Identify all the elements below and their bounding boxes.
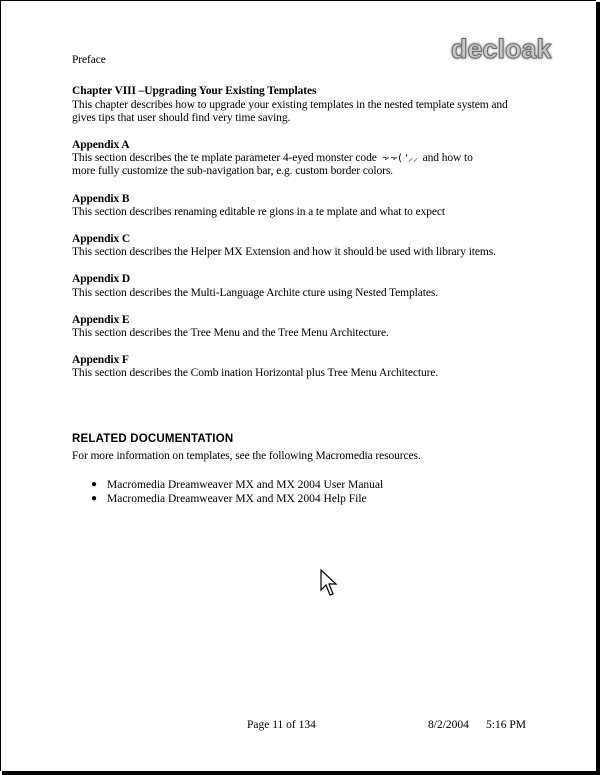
appendix-f-line-1: This section describes the Comb ination Horizontal plus Tree Menu Architecture. <box>72 367 439 379</box>
appendix-a-line-1-tail: and how to <box>422 152 473 164</box>
chapter-viii-line-1: This chapter describes how to upgrade your existing templates in the nested template system and <box>72 99 508 111</box>
mouse-pointer-icon <box>320 569 340 599</box>
running-header: Preface <box>72 54 106 66</box>
appendix-a-heading: Appendix A <box>72 139 130 151</box>
page-shadow-bottom <box>2 771 600 775</box>
appendix-b-heading: Appendix B <box>72 193 130 205</box>
decloak-watermark-logo: decloak <box>451 34 552 64</box>
related-resources-list <box>91 478 383 506</box>
appendix-e-heading: Appendix E <box>72 314 130 326</box>
monster-code-glyphs: ⸟⸟( ‘⸝⸝ <box>381 153 418 164</box>
page-shadow-right <box>596 2 600 775</box>
resource-user-manual: Macromedia Dreamweaver MX and MX 2004 User Manual <box>107 479 384 491</box>
appendix-b-line-1: This section describes renaming editable re gions in a te mplate and what to expect <box>72 206 445 218</box>
appendix-d-line-1: This section describes the Multi-Language Archite cture using Nested Templates. <box>72 287 439 299</box>
chapter-viii-heading: Chapter VIII –Upgrading Your Existing Templates <box>72 85 317 97</box>
appendix-a-line-1 <box>72 152 473 165</box>
appendix-a-line-1-text: This section describes the te mplate parameter 4-eyed monster code <box>72 152 377 164</box>
footer-page-number: Page 11 of 134 <box>247 719 316 731</box>
list-item <box>91 492 383 506</box>
related-documentation-heading: RELATED DOCUMENTATION <box>72 433 234 445</box>
appendix-d-heading: Appendix D <box>72 273 131 285</box>
related-documentation-intro: For more information on templates, see the following Macromedia resources. <box>72 450 421 462</box>
appendix-c-heading: Appendix C <box>72 233 131 245</box>
list-item <box>91 478 383 492</box>
appendix-f-heading: Appendix F <box>72 354 129 366</box>
bullet-icon: ● <box>91 493 98 504</box>
resource-help-file: Macromedia Dreamweaver MX and MX 2004 Help File <box>107 493 367 505</box>
appendix-a-line-2: more fully customize the sub-navigation bar, e.g. custom border colors. <box>72 165 394 177</box>
appendix-c-line-1: This section describes the Helper MX Extension and how it should be used with library items. <box>72 246 496 258</box>
appendix-e-line-1: This section describes the Tree Menu and the Tree Menu Architecture. <box>72 327 389 339</box>
footer-date: 8/2/2004 <box>428 719 469 731</box>
chapter-viii-line-2: gives tips that user should find very time saving. <box>72 112 291 124</box>
bullet-icon: ● <box>91 479 98 490</box>
footer-time: 5:16 PM <box>486 719 526 731</box>
